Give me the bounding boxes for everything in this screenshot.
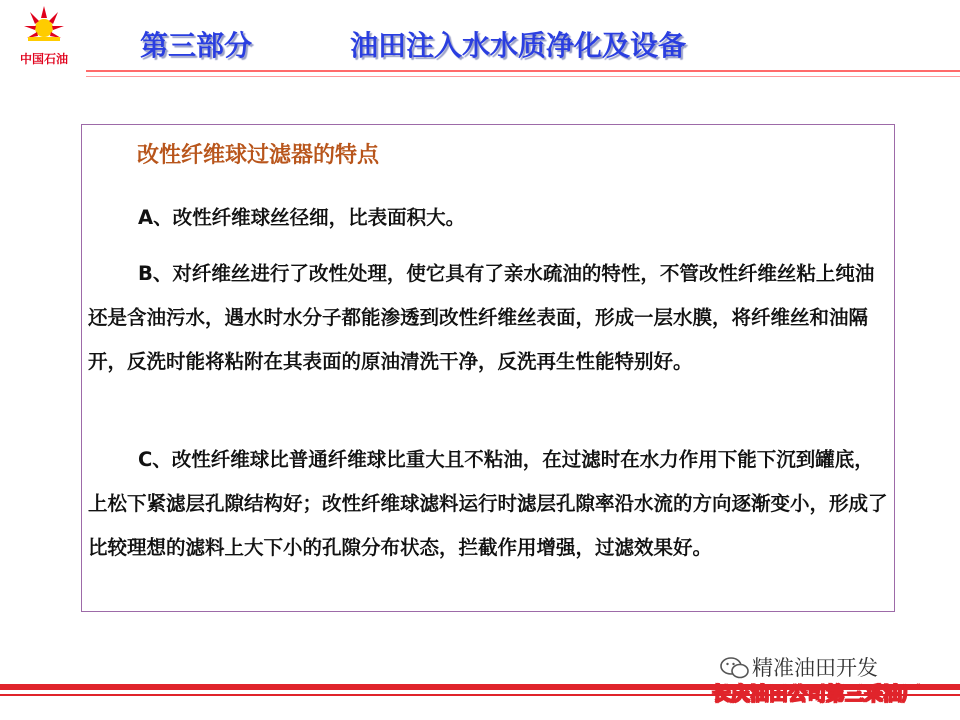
section-part-title: 第三部分 (140, 29, 253, 62)
page-title: 油田注入水水质净化及设备 (350, 29, 687, 62)
watermark-account: 精准油田开发 (752, 656, 878, 680)
paragraph-a: A、改性纤维球丝径细，比表面积大。 (138, 206, 466, 229)
petrochina-logo (8, 4, 80, 68)
header-divider-thin (86, 76, 960, 77)
wechat-icon (720, 657, 750, 679)
logo-text: 中国石油 (19, 52, 68, 66)
petrochina-sun-icon (22, 4, 66, 48)
paragraph-b: B、对纤维丝进行了改性处理，使它具有了亲水疏油的特性，不管改性纤维丝粘上纯油还是含油污水，遇水时水分子都能渗透到改性纤维丝表面，形成一层水膜，将纤维丝和油隔开，反洗时能将粘附在其表面的原油清洗干净，反洗再生性能特别好。 (88, 262, 875, 373)
header-divider (86, 70, 960, 72)
paragraph-c: C、改性纤维球比普通纤维球比重大且不粘油，在过滤时在水力作用下能下沉到罐底，上松下紧滤层孔隙结构好；改性纤维球滤料运行时滤层孔隙率沿水流的方向逐渐变小，形成了比较理想的滤料上大下小的孔隙分布状态，拦截作用增强，过滤效果好。 (88, 448, 888, 559)
footer-org-name: 长庆油田公司第三采油厂 (712, 683, 922, 705)
section-title: 改性纤维球过滤器的特点 (137, 143, 380, 168)
